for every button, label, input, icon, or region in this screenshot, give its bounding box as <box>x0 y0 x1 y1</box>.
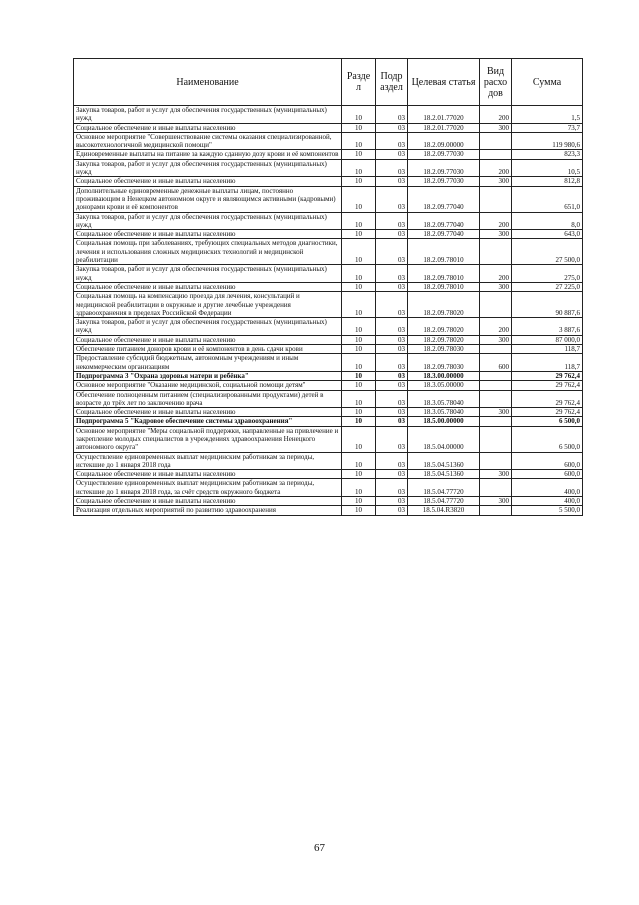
cell-target-article: 18.2.09.77040 <box>408 212 480 230</box>
table-row <box>74 177 583 186</box>
cell-razdel: 10 <box>342 452 376 470</box>
cell-target-article: 18.2.09.78020 <box>408 335 480 344</box>
cell-target-article: 18.2.09.77040 <box>408 230 480 239</box>
cell-podrazdel: 03 <box>376 292 408 318</box>
cell-expense-type: 300 <box>480 230 512 239</box>
cell-sum: 29 762,4 <box>512 381 583 390</box>
cell-podrazdel: 03 <box>376 426 408 452</box>
table-row <box>74 150 583 159</box>
table-row <box>74 132 583 150</box>
cell-name: Социальное обеспечение и иные выплаты населению <box>74 408 342 417</box>
cell-name: Осуществление единовременных выплат медицинским работникам за периоды, истекшие до 1 января 2018 года, за счёт средств окружного бюджета <box>74 479 342 497</box>
table-row <box>74 230 583 239</box>
cell-target-article: 18.5.00.00000 <box>408 417 480 426</box>
cell-podrazdel: 03 <box>376 123 408 132</box>
table-row <box>74 292 583 318</box>
cell-sum: 1,5 <box>512 106 583 124</box>
cell-sum: 27 500,0 <box>512 239 583 265</box>
cell-sum: 29 762,4 <box>512 371 583 380</box>
cell-name: Социальное обеспечение и иные выплаты населению <box>74 497 342 506</box>
cell-podrazdel: 03 <box>376 506 408 515</box>
cell-podrazdel: 03 <box>376 345 408 354</box>
cell-podrazdel: 03 <box>376 177 408 186</box>
cell-sum: 8,0 <box>512 212 583 230</box>
cell-razdel: 10 <box>342 123 376 132</box>
cell-podrazdel: 03 <box>376 335 408 344</box>
cell-expense-type <box>480 150 512 159</box>
cell-target-article: 18.2.09.00000 <box>408 132 480 150</box>
cell-sum: 118,7 <box>512 354 583 372</box>
cell-podrazdel: 03 <box>376 186 408 212</box>
cell-razdel: 10 <box>342 132 376 150</box>
cell-target-article: 18.3.00.00000 <box>408 371 480 380</box>
cell-expense-type: 200 <box>480 212 512 230</box>
table-row <box>74 212 583 230</box>
header-target-article: Целевая статья <box>408 59 480 106</box>
table-row <box>74 381 583 390</box>
table-body <box>74 106 583 516</box>
cell-razdel: 10 <box>342 230 376 239</box>
cell-expense-type <box>480 390 512 408</box>
cell-razdel: 10 <box>342 106 376 124</box>
cell-name: Социальная помощь при заболеваниях, требующих специальных методов диагностики, лечения и использования сложных медицинских технологий и медицинской реабилитации <box>74 239 342 265</box>
cell-target-article: 18.5.04.51360 <box>408 470 480 479</box>
cell-sum: 87 000,0 <box>512 335 583 344</box>
cell-sum: 600,0 <box>512 452 583 470</box>
cell-target-article: 18.5.04.R3820 <box>408 506 480 515</box>
cell-name: Обеспечение питанием доноров крови и её компонентов в день сдачи крови <box>74 345 342 354</box>
cell-expense-type <box>480 479 512 497</box>
cell-razdel: 10 <box>342 177 376 186</box>
cell-target-article: 18.2.01.77020 <box>408 123 480 132</box>
cell-sum: 6 500,0 <box>512 426 583 452</box>
budget-table <box>73 58 583 516</box>
cell-name: Основное мероприятие "Оказание медицинской, социальной помощи детям" <box>74 381 342 390</box>
cell-name: Социальная помощь на компенсацию проезда для лечения, консультаций и медицинской реабилитации в окружные и другие лечебные учреждения здравоохранения в пределах Российской Федерации <box>74 292 342 318</box>
table-row <box>74 497 583 506</box>
cell-name: Закупка товаров, работ и услуг для обеспечения государственных (муниципальных) нужд <box>74 106 342 124</box>
table-row <box>74 390 583 408</box>
cell-expense-type <box>480 132 512 150</box>
cell-podrazdel: 03 <box>376 239 408 265</box>
cell-razdel: 10 <box>342 479 376 497</box>
cell-sum: 5 500,0 <box>512 506 583 515</box>
cell-sum: 400,0 <box>512 479 583 497</box>
table-row <box>74 106 583 124</box>
cell-target-article: 18.5.04.77720 <box>408 479 480 497</box>
cell-sum: 6 500,0 <box>512 417 583 426</box>
cell-expense-type: 300 <box>480 335 512 344</box>
table-row <box>74 123 583 132</box>
cell-podrazdel: 03 <box>376 212 408 230</box>
cell-expense-type <box>480 381 512 390</box>
table-row <box>74 345 583 354</box>
cell-expense-type: 200 <box>480 265 512 283</box>
cell-sum: 27 225,0 <box>512 282 583 291</box>
cell-name: Социальное обеспечение и иные выплаты населению <box>74 177 342 186</box>
cell-name: Дополнительные единовременные денежные выплаты лицам, постоянно проживающим в Ненецком автономном округе и являющимся активными (кадровыми) донорами крови и её компонентов <box>74 186 342 212</box>
cell-target-article: 18.2.09.77030 <box>408 150 480 159</box>
cell-razdel: 10 <box>342 390 376 408</box>
table-row <box>74 159 583 177</box>
cell-podrazdel: 03 <box>376 318 408 336</box>
cell-sum: 10,5 <box>512 159 583 177</box>
table-row <box>74 452 583 470</box>
cell-target-article: 18.2.09.78010 <box>408 265 480 283</box>
cell-razdel: 10 <box>342 408 376 417</box>
cell-expense-type: 200 <box>480 318 512 336</box>
cell-expense-type <box>480 426 512 452</box>
cell-podrazdel: 03 <box>376 479 408 497</box>
cell-podrazdel: 03 <box>376 354 408 372</box>
header-name: Наименование <box>74 59 342 106</box>
cell-expense-type: 300 <box>480 177 512 186</box>
cell-podrazdel: 03 <box>376 408 408 417</box>
cell-razdel: 10 <box>342 381 376 390</box>
header-sum: Сумма <box>512 59 583 106</box>
table-row <box>74 265 583 283</box>
cell-podrazdel: 03 <box>376 230 408 239</box>
cell-expense-type <box>480 239 512 265</box>
table-row <box>74 479 583 497</box>
cell-sum: 823,3 <box>512 150 583 159</box>
table-row <box>74 417 583 426</box>
header-podrazdel: Подр аздел <box>376 59 408 106</box>
table-row <box>74 186 583 212</box>
cell-target-article: 18.5.04.00000 <box>408 426 480 452</box>
cell-razdel: 10 <box>342 212 376 230</box>
table-row <box>74 239 583 265</box>
cell-sum: 400,0 <box>512 497 583 506</box>
cell-expense-type: 300 <box>480 282 512 291</box>
budget-table-page <box>73 58 582 516</box>
table-row <box>74 371 583 380</box>
cell-expense-type: 200 <box>480 159 512 177</box>
table-row <box>74 506 583 515</box>
header-razdel: Разде л <box>342 59 376 106</box>
cell-name: Социальное обеспечение и иные выплаты населению <box>74 123 342 132</box>
cell-name: Основное мероприятие "Совершенствование системы оказания специализированной, высокотехнологичной медицинской помощи" <box>74 132 342 150</box>
cell-razdel: 10 <box>342 497 376 506</box>
cell-podrazdel: 03 <box>376 417 408 426</box>
cell-target-article: 18.2.09.77030 <box>408 159 480 177</box>
cell-sum: 29 762,4 <box>512 390 583 408</box>
cell-target-article: 18.2.09.78010 <box>408 239 480 265</box>
cell-razdel: 10 <box>342 371 376 380</box>
cell-razdel: 10 <box>342 345 376 354</box>
table-row <box>74 354 583 372</box>
cell-razdel: 10 <box>342 150 376 159</box>
cell-target-article: 18.2.09.77040 <box>408 186 480 212</box>
cell-sum: 812,8 <box>512 177 583 186</box>
cell-sum: 600,0 <box>512 470 583 479</box>
cell-razdel: 10 <box>342 417 376 426</box>
cell-name: Закупка товаров, работ и услуг для обеспечения государственных (муниципальных) нужд <box>74 159 342 177</box>
cell-sum: 119 980,6 <box>512 132 583 150</box>
cell-razdel: 10 <box>342 335 376 344</box>
cell-podrazdel: 03 <box>376 132 408 150</box>
cell-sum: 275,0 <box>512 265 583 283</box>
cell-name: Социальное обеспечение и иные выплаты населению <box>74 470 342 479</box>
cell-sum: 3 887,6 <box>512 318 583 336</box>
cell-target-article: 18.2.09.78030 <box>408 354 480 372</box>
cell-name: Закупка товаров, работ и услуг для обеспечения государственных (муниципальных) нужд <box>74 212 342 230</box>
cell-target-article: 18.2.09.77030 <box>408 177 480 186</box>
cell-podrazdel: 03 <box>376 265 408 283</box>
cell-name: Подпрограмма 5 "Кадровое обеспечение системы здравоохранения" <box>74 417 342 426</box>
cell-podrazdel: 03 <box>376 470 408 479</box>
cell-podrazdel: 03 <box>376 497 408 506</box>
cell-podrazdel: 03 <box>376 371 408 380</box>
cell-expense-type <box>480 371 512 380</box>
cell-razdel: 10 <box>342 292 376 318</box>
cell-name: Социальное обеспечение и иные выплаты населению <box>74 230 342 239</box>
cell-razdel: 10 <box>342 265 376 283</box>
cell-razdel: 10 <box>342 470 376 479</box>
header-expense-type: Вид расхо дов <box>480 59 512 106</box>
cell-target-article: 18.2.09.78030 <box>408 345 480 354</box>
cell-expense-type: 600 <box>480 354 512 372</box>
table-row <box>74 335 583 344</box>
cell-razdel: 10 <box>342 282 376 291</box>
table-row <box>74 470 583 479</box>
cell-name: Социальное обеспечение и иные выплаты населению <box>74 335 342 344</box>
cell-expense-type <box>480 186 512 212</box>
cell-sum: 29 762,4 <box>512 408 583 417</box>
cell-expense-type <box>480 452 512 470</box>
cell-name: Основное мероприятие "Меры социальной поддержки, направленные на привлечение и закрепление молодых специалистов в учреждениях здравоохранения Ненецкого автономного округа" <box>74 426 342 452</box>
cell-target-article: 18.2.09.78010 <box>408 282 480 291</box>
cell-name: Закупка товаров, работ и услуг для обеспечения государственных (муниципальных) нужд <box>74 265 342 283</box>
cell-podrazdel: 03 <box>376 159 408 177</box>
cell-expense-type: 300 <box>480 123 512 132</box>
cell-target-article: 18.5.04.51360 <box>408 452 480 470</box>
cell-razdel: 10 <box>342 426 376 452</box>
cell-name: Обеспечение полноценным питанием (специализированными продуктами) детей в возрасте до трёх лет по заключению врача <box>74 390 342 408</box>
cell-razdel: 10 <box>342 159 376 177</box>
cell-name: Подпрограмма 3 "Охрана здоровья матери и ребёнка" <box>74 371 342 380</box>
cell-name: Закупка товаров, работ и услуг для обеспечения государственных (муниципальных) нужд <box>74 318 342 336</box>
cell-expense-type: 300 <box>480 497 512 506</box>
cell-target-article: 18.2.09.78020 <box>408 292 480 318</box>
cell-expense-type <box>480 292 512 318</box>
cell-name: Реализация отдельных мероприятий по развитию здравоохранения <box>74 506 342 515</box>
cell-name: Предоставление субсидий бюджетным, автономным учреждениям и иным некоммерческим организациям <box>74 354 342 372</box>
cell-name: Социальное обеспечение и иные выплаты населению <box>74 282 342 291</box>
cell-sum: 643,0 <box>512 230 583 239</box>
cell-target-article: 18.2.09.78020 <box>408 318 480 336</box>
cell-name: Единовременные выплаты на питание за каждую сданную дозу крови и её компонентов <box>74 150 342 159</box>
cell-name: Осуществление единовременных выплат медицинским работникам за периоды, истекшие до 1 января 2018 года <box>74 452 342 470</box>
cell-target-article: 18.3.05.00000 <box>408 381 480 390</box>
cell-target-article: 18.5.04.77720 <box>408 497 480 506</box>
cell-razdel: 10 <box>342 186 376 212</box>
cell-sum: 651,0 <box>512 186 583 212</box>
cell-podrazdel: 03 <box>376 150 408 159</box>
cell-podrazdel: 03 <box>376 452 408 470</box>
cell-target-article: 18.3.05.78040 <box>408 390 480 408</box>
cell-podrazdel: 03 <box>376 390 408 408</box>
cell-expense-type: 200 <box>480 106 512 124</box>
cell-razdel: 10 <box>342 506 376 515</box>
cell-sum: 90 887,6 <box>512 292 583 318</box>
cell-razdel: 10 <box>342 239 376 265</box>
cell-expense-type <box>480 345 512 354</box>
cell-target-article: 18.2.01.77020 <box>408 106 480 124</box>
cell-razdel: 10 <box>342 354 376 372</box>
table-row <box>74 408 583 417</box>
cell-podrazdel: 03 <box>376 106 408 124</box>
table-row <box>74 426 583 452</box>
cell-razdel: 10 <box>342 318 376 336</box>
cell-sum: 118,7 <box>512 345 583 354</box>
cell-sum: 73,7 <box>512 123 583 132</box>
cell-expense-type <box>480 417 512 426</box>
page-number: 67 <box>314 842 325 854</box>
table-row <box>74 318 583 336</box>
cell-expense-type <box>480 506 512 515</box>
cell-podrazdel: 03 <box>376 381 408 390</box>
cell-expense-type: 300 <box>480 470 512 479</box>
cell-podrazdel: 03 <box>376 282 408 291</box>
cell-target-article: 18.3.05.78040 <box>408 408 480 417</box>
table-row <box>74 282 583 291</box>
table-header-row <box>74 59 583 106</box>
cell-expense-type: 300 <box>480 408 512 417</box>
